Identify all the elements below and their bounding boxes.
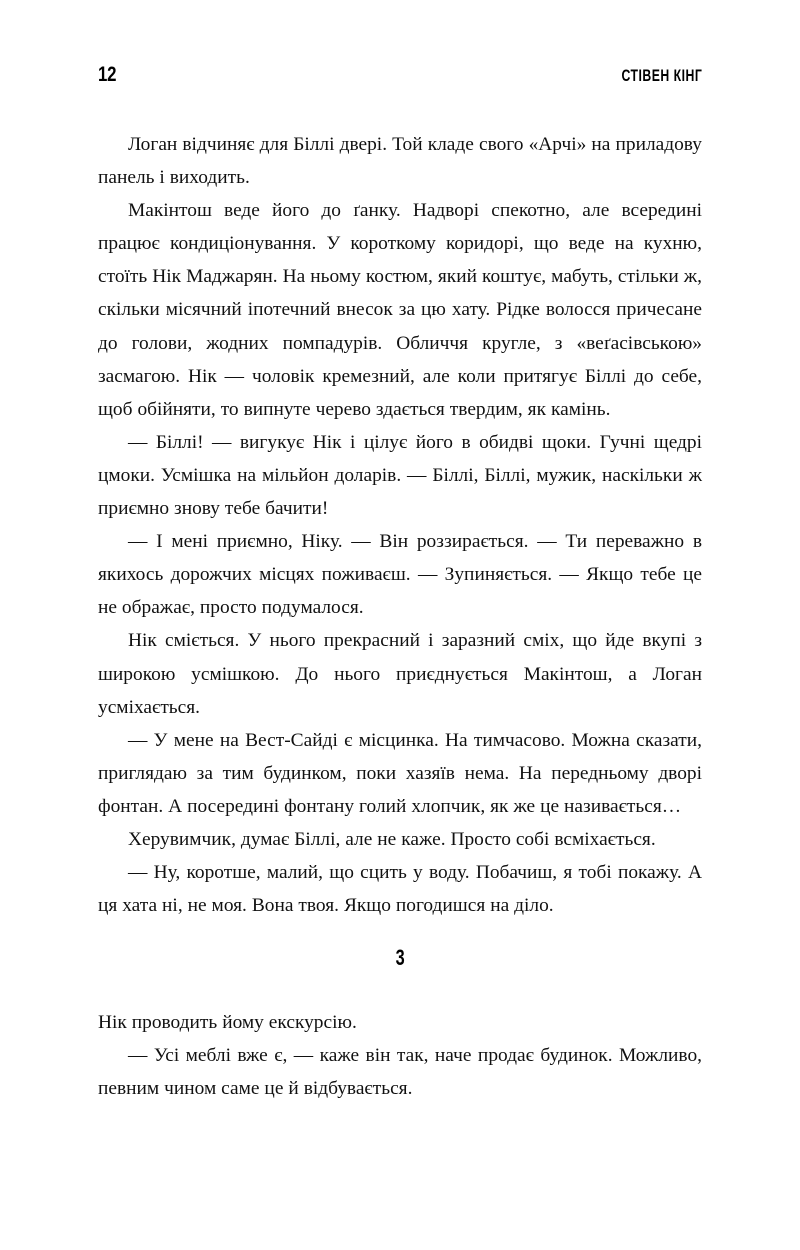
paragraph: Херувимчик, думає Біллі, але не каже. Просто собі всміхається. bbox=[128, 828, 656, 850]
paragraph: Нік сміється. У нього прекрасний і заразний сміх, що йде вкупі з широкою усмішкою. До нього приєднується Макінтош, а Логан усміхається. bbox=[98, 630, 702, 718]
paragraph: — І мені приємно, Ніку. — Він роззирається. — Ти переважно в якихось дорожчих місцях поживаєш. — Зупиняється. — Якщо тебе це не ображає, просто подумалося. bbox=[98, 531, 702, 619]
paragraph: — Усі меблі вже є, — каже він так, наче продає будинок. Можливо, певним чином саме це й відбувається. bbox=[98, 1045, 702, 1100]
scene-break-divider bbox=[98, 922, 702, 1006]
body-text-block bbox=[98, 128, 702, 1106]
paragraph: — У мене на Вест-Сайді є місцинка. На тимчасово. Можна сказати, приглядаю за тим будинком, поки хазяїв нема. На передньому дворі фонтан. А посередині фонтану голий хлопчик, як же це називається… bbox=[98, 729, 702, 817]
running-head bbox=[98, 64, 702, 90]
paragraph: — Ну, коротше, малий, що сцить у воду. Побачиш, я тобі покажу. А ця хата ні, не моя. Вона твоя. Якщо погодишся на діло. bbox=[98, 862, 702, 917]
paragraph: Логан відчиняє для Біллі двері. Той кладе свого «Арчі» на приладову панель і виходить. bbox=[98, 134, 702, 189]
page-number: 12 bbox=[98, 63, 117, 86]
running-head-author: СТІВЕН КІНГ bbox=[621, 66, 702, 85]
paragraph: Нік проводить йому екскурсію. bbox=[98, 1012, 357, 1034]
paragraph: — Біллі! — вигукує Нік і цілує його в обидві щоки. Гучні щедрі цмоки. Усмішка на мільйон доларів. — Біллі, Біллі, мужик, наскільки ж приємно знову тебе бачити! bbox=[98, 431, 702, 520]
paragraph: Макінтош веде його до ґанку. Надворі спекотно, але всередині працює кондиціонування. У короткому коридорі, що веде на кухню, стоїть Нік Маджарян. На ньому костюм, який коштує, мабуть, стільки ж, скільки місячний іпотечний внесок за цю хату. Рідке волосся причесане до голови, жодних помпадурів. Обличчя кругле, з «веґасівською» засмагою. Нік — чоловік кремезний, але коли притягує Біллі до себе, щоб обійняти, то випнуте черево здається твердим, як камінь. bbox=[98, 200, 702, 420]
scene-number: 3 bbox=[395, 945, 405, 971]
